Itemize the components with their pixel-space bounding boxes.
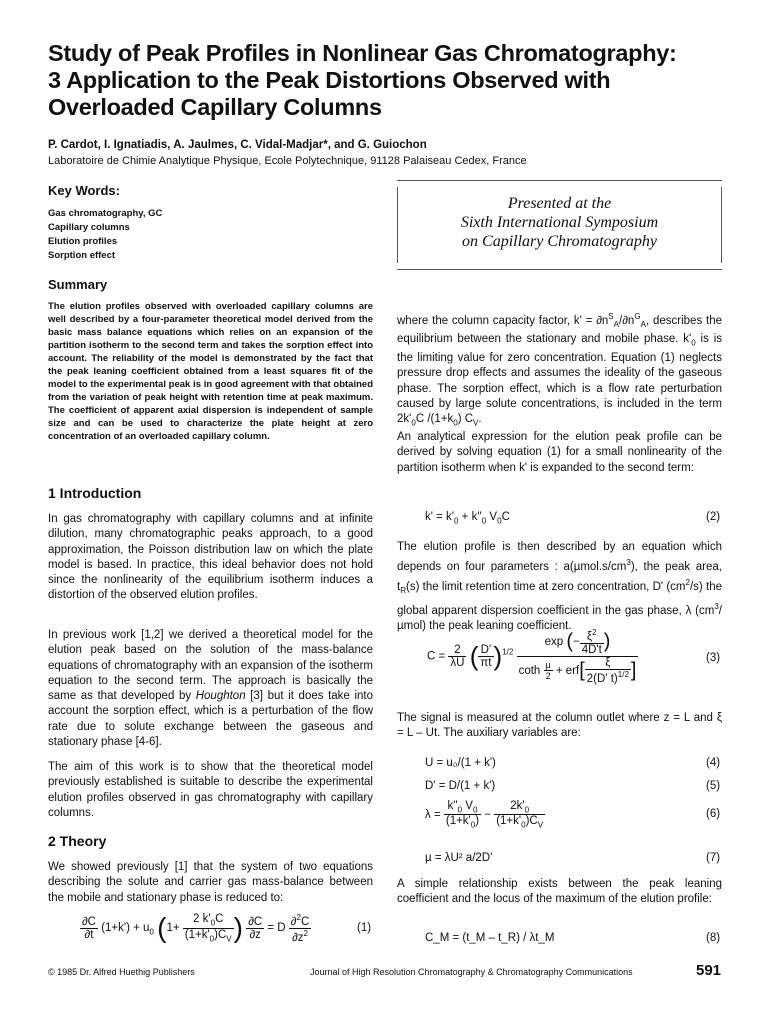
intro-p2-part-a: In previous work [1,2] we derived a theoretical model for the elution peak based on the solution of the mass-balance equations of chromatography with an expansion of the isotherm equation to the second term. The approach is basically the same as that developed by — [48, 629, 373, 703]
equation-3: C = $\frac{2}{\lambda U}$ ( $\frac{D'}{\pi t}$ )$^{1/2}$ exp (− $\frac{\xi^2}{4D't}$ ) coth $\frac{\text{µ}}{2}$ + erf[ $\frac{\xi}{2(D' t)^{1/2}}$ ] — [427, 628, 637, 685]
summary-heading: Summary — [48, 277, 108, 292]
right-p1-a: where the column capacity factor, k' = ∂n — [397, 314, 609, 327]
intro-p2-author: Houghton — [195, 690, 246, 703]
equation-8: C_M = (t_M – t_R) / λt_M — [425, 932, 555, 944]
page-number: 591 — [696, 962, 722, 979]
keyword-item: Elution profiles — [48, 236, 118, 247]
right-p1-b: /∂n — [619, 314, 635, 327]
right-p3-e: /µmol) the peak leaning coefficient. — [397, 604, 722, 632]
intro-paragraph-2 — [48, 628, 373, 750]
right-p3-a: The elution profile is then described by an equation which depends on four parameters : a(µmol.s/cm — [397, 541, 722, 574]
right-p1-c: , describes the equilibrium between the stationary and mobile phase. k' — [397, 314, 722, 346]
presented-line-1: Presented at the — [507, 195, 612, 212]
equation-2-number: (2) — [706, 511, 721, 523]
right-p3-b: ), the peak area, t — [397, 561, 722, 594]
equation-7-number: (7) — [706, 852, 721, 864]
intro-paragraph-3: The aim of this work is to show that the theoretical model previously established is suitable to describe the experimental elution profiles observed in gas chromatography with capillary columns. — [48, 761, 373, 819]
equation-1-number: (1) — [357, 922, 372, 934]
equation-5-number: (5) — [706, 780, 721, 792]
equation-7: µ = λU² a/2D' — [425, 852, 493, 864]
intro-p2-part-b: [3] but it does take into account the sorption effect, which is a perturbation of the flow rate due to solute exchange between the gaseous and stationary phase [4-6]. — [48, 690, 373, 749]
footer-copyright: © 1985 Dr. Alfred Huethig Publishers — [48, 967, 195, 977]
equation-1: $\frac{\partial C}{\partial t}$ $(1+k') + u_0$ (1+ $\frac{2 k'_0C}{(1+k'_0)\overline{C}_V}$ ) $\frac{\partial C}{\partial z}$ = D $\frac{\partial^2C}{\partial z^2}$ — [82, 912, 310, 944]
right-paragraph-3: The elution profile is then described by an equation which depends on four parameters : $a(\mu mol.s/cm^3)$, the peak area, $t_R(s)$ the limit retention time at zero concentration, D' $(cm^2/s)$ the global apparent dispersion coefficient in the gas phase, λ $(cm^3/\mu mol)$ the peak leaning coefficient. — [397, 541, 722, 632]
keywords-list — [48, 207, 162, 263]
intro-paragraph-1: In gas chromatography with capillary columns and at infinite dilution, many chromatographic peaks approach, to a good approximation, the Poisson distribution law on which the plate model is based. In practice, this ideal behavior does not hold since the nonlinearity of the equilibrium isotherm induces a distortion of the observed elution profiles. — [48, 513, 373, 602]
equation-8-number: (8) — [706, 932, 721, 944]
right-p1-f: ) C — [457, 413, 474, 426]
theory-paragraph-1: We showed previously [1] that the system of two equations describing the solute and carrier gas mass-balance between the mobile and stationary phase is reduced to: — [48, 861, 373, 904]
footer-journal: Journal of High Resolution Chromatography & Chromatography Communications — [310, 967, 633, 977]
right-p1-e: C /(1+k — [415, 413, 454, 426]
right-paragraph-4: The signal is measured at the column outlet where z = L and ξ = L – Ut. The auxiliary variables are: — [397, 712, 722, 740]
right-p3-d: /s) the global apparent dispersion coefficient in the gas phase, λ (cm — [397, 581, 722, 617]
keywords-heading: Key Words: — [48, 183, 120, 198]
title-line-3: Overloaded Capillary Columns — [48, 94, 382, 120]
intro-heading: 1 Introduction — [48, 485, 142, 501]
affiliation: Laboratoire de Chimie Analytique Physique, Ecole Polytechnique, 91128 Palaiseau Cedex, France — [48, 155, 527, 167]
presented-line-2: Sixth International Symposium — [460, 214, 659, 231]
equation-5: D' = D/(1 + k') — [425, 780, 496, 792]
equation-4-number: (4) — [706, 757, 721, 769]
equation-6-number: (6) — [706, 808, 721, 820]
right-paragraph-5: A simple relationship exists between the peak leaning coefficient and the locus of the maximum of the elution profile: — [397, 878, 722, 906]
right-paragraph-2: An analytical expression for the elution peak profile can be derived by solving equation (1) for a small nonlinearity of the partition isotherm when k' is expanded to the second term: — [397, 431, 722, 474]
keyword-item: Capillary columns — [48, 222, 130, 233]
right-p3-c: (s) the limit retention time at zero concentration, D' (cm — [406, 581, 686, 594]
right-p1-d: is is the limiting value for zero concentration. Equation (1) neglects pressure drop effects and assumes the ideality of the gaseous phase. The sorption effect, which is a flow rate perturbation caused by large solute concentrations, is included in the term 2k' — [397, 333, 722, 426]
equation-4: U = u₀/(1 + k') — [425, 757, 496, 769]
keyword-item: Sorption effect — [48, 250, 116, 261]
summary-text: The elution profiles observed with overloaded capillary columns are well described by a four-parameter theoretical model derived from the basic mass balance equations which relies on an expansion of the partition isotherm to the second term and takes the sorption effect into account. The reliability of the model is demonstrated by the fact that the peak leaning coefficient obtained from a least squares fit of the model to the experimental peak is in good agreement with that obtained from the variation of peak height with retention time at peak maximum. The coefficient of apparent axial dispersion is independent of sample size and can be used to characterize the plate height at zero concentration of an overloaded capillary column. — [48, 301, 373, 442]
presented-at-box — [397, 180, 722, 270]
right-paragraph-1: where the column capacity factor, $k' = \partial n^S_A/\partial n^G_A$, describes the equilibrium between the stationary and mobile phase. $k'_0$ is is the limiting value for zero concentration. Equation (1) neglects pressure drop effects and assumes the ideality of the gaseous phase. The sorption effect, which is a flow rate perturbation caused by large solute concentrations, is included in the term $2k'_0C$ $/(1+k_0)$ $C_V$. — [397, 312, 722, 428]
authors: P. Cardot, I. Ignatiadis, A. Jaulmes, C. Vidal-Madjar*, and G. Guiochon — [48, 139, 427, 151]
equation-6: λ = $\frac{k''_0 V_0}{(1+k'_0)}$ − $\frac{2k'_0}{(1+k'_0)\overline{C}_V}$ — [425, 800, 544, 830]
article-title — [48, 40, 738, 121]
theory-heading: 2 Theory — [48, 833, 107, 849]
keyword-item: Gas chromatography, GC — [48, 208, 163, 219]
equation-2: $k' = k'_0 + k''_0$ $V_0C$ — [425, 511, 510, 526]
equation-3-number: (3) — [706, 652, 721, 664]
title-line-1: Study of Peak Profiles in Nonlinear Gas Chromatography: — [48, 40, 677, 66]
presented-line-3: on Capillary Chromatography — [462, 233, 657, 250]
title-line-2: 3 Application to the Peak Distortions Observed with — [48, 67, 611, 93]
